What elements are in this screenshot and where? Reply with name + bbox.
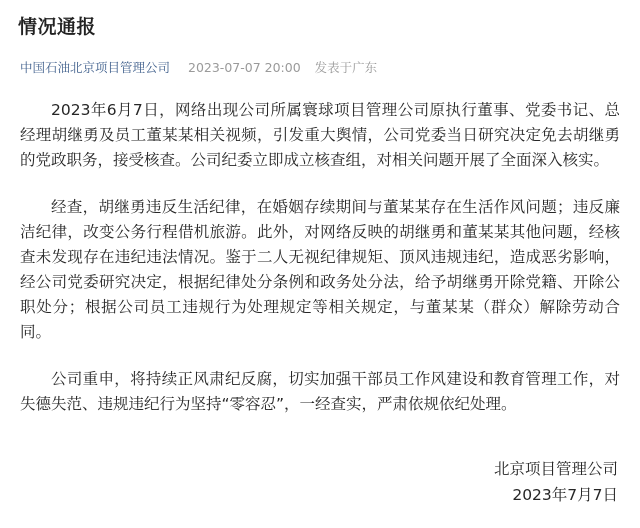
article-body [20, 98, 620, 417]
paragraph: 公司重申，将持续正风肃纪反腐，切实加强干部员工作风建设和教育管理工作，对失德失范、违规违纪行为坚持“零容忍”，一经查实，严肃依规依纪处理。 [20, 370, 620, 413]
article-meta [20, 58, 377, 76]
account-name-link[interactable]: 中国石油北京项目管理公司 [20, 60, 171, 75]
signature-org: 北京项目管理公司 [493, 460, 618, 478]
signature-date: 2023年7月7日 [512, 486, 618, 504]
article-title: 情况通报 [18, 16, 97, 38]
paragraph: 经查，胡继勇违反生活纪律，在婚姻存续期间与董某某存在生活作风问题；违反廉洁纪律，改变公务行程借机旅游。此外，对网络反映的胡继勇和董某某其他问题，经核查未发现存在违纪违法情况。鉴于二人无视纪律规矩、顶风违规违纪，造成恶劣影响，经公司党委研究决定，根据纪律处分条例和政务处分法，给予胡继勇开除党籍、开除公职处分；根据公司员工违规行为处理规定等相关规定，与董某某（群众）解除劳动合同。 [20, 198, 620, 341]
publish-location: 发表于广东 [314, 60, 378, 75]
publish-time: 2023-07-07 20:00 [188, 60, 301, 75]
signature-block [494, 456, 618, 508]
paragraph: 2023年6月7日，网络出现公司所属寰球项目管理公司原执行董事、党委书记、总经理胡继勇及员工董某某相关视频，引发重大舆情，公司党委当日研究决定免去胡继勇的党政职务，接受核查。公司纪委立即成立核查组，对相关问题开展了全面深入核实。 [20, 101, 620, 169]
